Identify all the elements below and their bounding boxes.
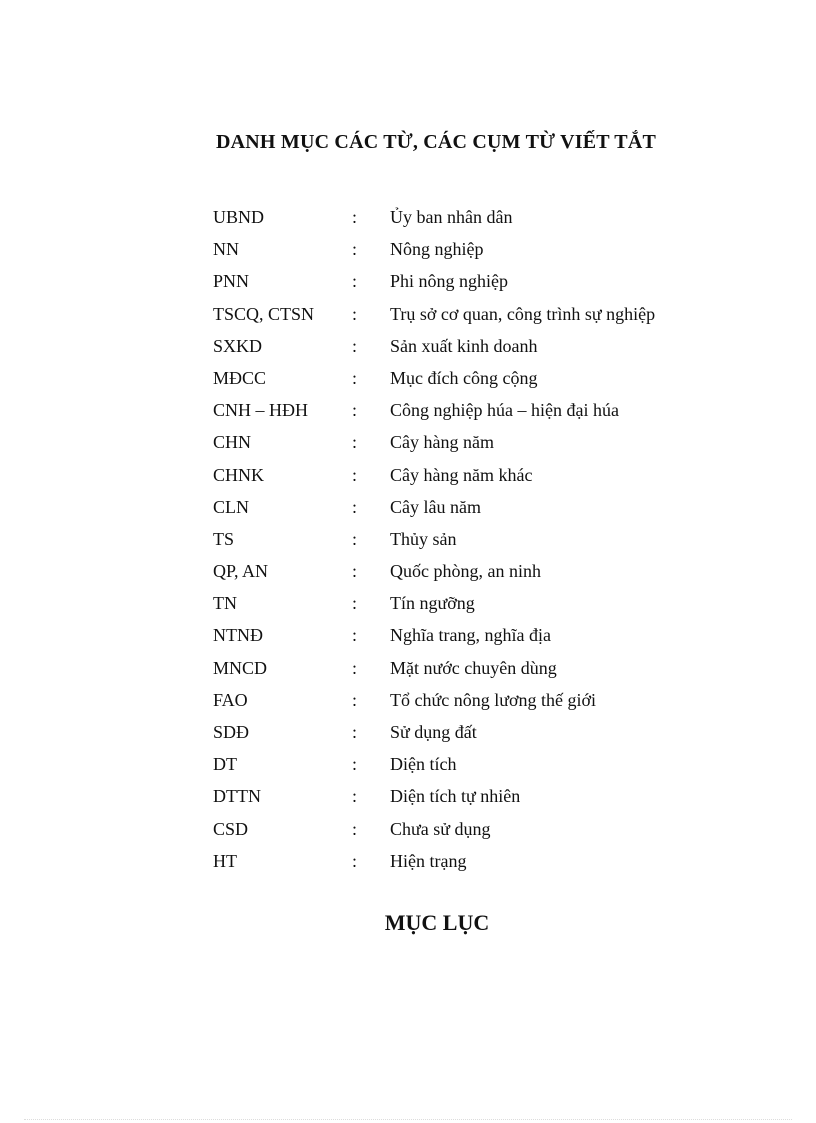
abbreviation-separator: :	[352, 754, 358, 775]
abbreviation-code: CHNK	[213, 464, 265, 485]
abbreviation-row	[213, 558, 733, 590]
abbreviation-separator: :	[352, 464, 358, 485]
abbreviation-meaning: Phi nông nghiệp	[390, 271, 509, 292]
abbreviation-separator: :	[352, 657, 358, 678]
abbreviation-code: QP, AN	[213, 561, 269, 582]
abbreviation-code: CNH – HĐH	[213, 400, 309, 421]
abbreviation-meaning: Sản xuất kinh doanh	[390, 335, 538, 356]
abbreviation-row	[213, 783, 733, 815]
table-of-contents-title: MỤC LỤC	[384, 910, 490, 935]
page-bottom-edge	[24, 1119, 792, 1120]
abbreviation-row	[213, 719, 733, 751]
abbreviation-code: CHN	[213, 432, 252, 453]
abbreviation-code: DT	[213, 754, 237, 775]
abbreviation-code: MĐCC	[213, 367, 267, 388]
abbreviation-code: TSCQ, CTSN	[213, 303, 315, 324]
abbreviation-meaning: Cây lâu năm	[390, 496, 481, 517]
abbreviation-meaning: Sử dụng đất	[390, 722, 477, 742]
abbreviations-title: DANH MỤC CÁC TỪ, CÁC CỤM TỪ VIẾT TẮT	[215, 131, 656, 153]
abbreviation-meaning: Thủy sản	[390, 528, 457, 549]
abbreviation-row	[213, 816, 733, 848]
abbreviation-row	[213, 622, 733, 654]
abbreviation-row	[213, 429, 733, 461]
abbreviation-row	[213, 687, 733, 719]
abbreviation-meaning: Cây hàng năm	[390, 432, 494, 453]
abbreviation-separator: :	[352, 335, 358, 356]
abbreviation-separator: :	[352, 207, 358, 227]
abbreviation-meaning: Trụ sở cơ quan, công trình sự nghiệp	[390, 303, 656, 324]
abbreviation-meaning: Công nghiệp húa – hiện đại húa	[390, 400, 619, 421]
abbreviation-separator: :	[352, 850, 358, 871]
abbreviation-code: PNN	[213, 271, 250, 292]
abbreviation-row	[213, 397, 733, 429]
abbreviation-code: SXKD	[213, 335, 263, 356]
abbreviation-separator: :	[352, 367, 358, 388]
abbreviation-code: NN	[213, 239, 239, 260]
abbreviation-row	[213, 751, 733, 783]
abbreviation-row	[213, 301, 733, 333]
abbreviation-meaning: Chưa sử dụng	[390, 818, 491, 839]
abbreviation-code: NTNĐ	[213, 625, 263, 646]
abbreviation-meaning: Mặt nước chuyên dùng	[390, 657, 557, 678]
abbreviation-code: SDĐ	[213, 722, 250, 742]
abbreviation-separator: :	[352, 786, 358, 807]
abbreviation-separator: :	[352, 818, 358, 839]
abbreviation-row	[213, 268, 733, 300]
abbreviation-separator: :	[352, 239, 358, 260]
abbreviation-row	[213, 526, 733, 558]
abbreviation-meaning: Cây hàng năm khác	[390, 464, 533, 485]
abbreviation-code: DTTN	[213, 786, 261, 807]
abbreviation-meaning: Nghĩa trang, nghĩa địa	[390, 625, 551, 646]
abbreviation-separator: :	[352, 303, 358, 324]
abbreviation-separator: :	[352, 496, 358, 517]
abbreviation-separator: :	[352, 625, 358, 646]
abbreviation-code: CLN	[213, 496, 249, 517]
abbreviation-row	[213, 365, 733, 397]
abbreviation-separator: :	[352, 271, 358, 292]
abbreviation-code: MNCD	[213, 657, 268, 678]
abbreviation-row	[213, 848, 733, 880]
abbreviation-separator: :	[352, 722, 358, 742]
abbreviation-code: TN	[213, 593, 237, 614]
abbreviation-separator: :	[352, 432, 358, 453]
abbreviation-meaning: Tín ngưỡng	[390, 593, 475, 614]
abbreviation-meaning: Ủy ban nhân dân	[390, 207, 513, 227]
abbreviation-code: UBND	[213, 207, 265, 227]
abbreviation-separator: :	[352, 400, 358, 421]
abbreviation-separator: :	[352, 561, 358, 582]
abbreviation-list	[213, 204, 733, 880]
abbreviation-meaning: Mục đích công cộng	[390, 367, 538, 388]
abbreviation-row	[213, 655, 733, 687]
abbreviation-meaning: Quốc phòng, an ninh	[390, 561, 541, 582]
abbreviation-row	[213, 590, 733, 622]
abbreviation-separator: :	[352, 528, 358, 549]
abbreviation-separator: :	[352, 689, 358, 710]
abbreviation-meaning: Tổ chức nông lương thế giới	[390, 689, 597, 710]
abbreviation-meaning: Diện tích tự nhiên	[390, 786, 521, 807]
abbreviation-meaning: Nông nghiệp	[390, 239, 484, 260]
abbreviation-row	[213, 236, 733, 268]
abbreviation-code: CSD	[213, 818, 249, 839]
abbreviation-meaning: Diện tích	[390, 754, 457, 775]
abbreviation-row	[213, 333, 733, 365]
abbreviation-code: TS	[213, 528, 235, 549]
abbreviation-row	[213, 494, 733, 526]
abbreviation-meaning: Hiện trạng	[390, 850, 467, 871]
abbreviation-code: HT	[213, 850, 237, 871]
abbreviation-row	[213, 204, 733, 236]
abbreviation-row	[213, 462, 733, 494]
abbreviation-code: FAO	[213, 689, 248, 710]
abbreviation-separator: :	[352, 593, 358, 614]
